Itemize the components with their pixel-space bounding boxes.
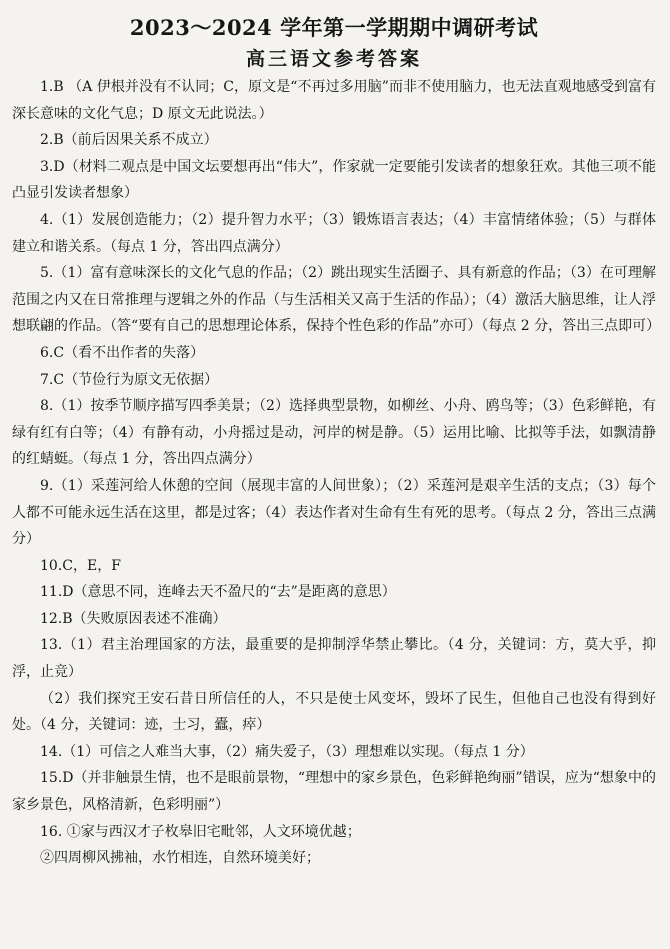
answer-paragraph: 7.C（节俭行为原文无依据）	[40, 371, 219, 388]
answer-paragraph: ②四周柳风拂袖，水竹相连，自然环境美好；	[40, 850, 320, 867]
answer-paragraph: 15.D（并非触景生情，也不是眼前景物，“理想中的家乡景色，色彩鲜艳绚丽”错误，应为“想象中的家乡景色，风格清新，色彩明丽”）	[12, 770, 656, 814]
answer-paragraph: 3.D（材料二观点是中国文坛要想再出“伟大”，作家就一定要能引发读者的想象狂欢。其他三项不能凸显引发读者想象）	[12, 158, 656, 202]
document-subtitle: 高三语文参考答案	[245, 48, 422, 70]
answer-paragraph: 11.D（意思不同，连峰去天不盈尺的“去”是距离的意思）	[40, 584, 396, 601]
answer-paragraph: 16. ①家与西汉才子枚皋旧宅毗邻，人文环境优越；	[40, 823, 361, 840]
answer-paragraph: 10.C，E，F	[40, 557, 121, 574]
answer-paragraph: 8.（1）按季节顺序描写四季美景；（2）选择典型景物，如柳丝、小舟、鸥鸟等；（3）色彩鲜艳，有绿有红有白等；（4）有静有动，小舟摇过是动，河岸的树是静。（5）运用比喻、比拟等手法，如飘清静的红蜻蜓。（每点 1 分，答出四点满分）	[12, 398, 656, 468]
answer-paragraph: 9.（1）采莲河给人休憩的空间（展现丰富的人间世象）；（2）采莲河是艰辛生活的支点；（3）每个人都不可能永远生活在这里，都是过客；（4）表达作者对生命有生有死的思考。（每点 2 分，答出三点满分）	[12, 477, 656, 548]
document-title: 2023～2024 学年第一学期期中调研考试	[129, 15, 539, 40]
answer-paragraph: 2.B（前后因果关系不成立）	[40, 132, 218, 149]
answer-paragraph: （2）我们探究王安石昔日所信任的人，不只是使士风变坏，毁坏了民生，但他自己也没有得到好处。（4 分，关键词：迹，士习，蠹，瘁）	[12, 690, 656, 734]
answer-list	[12, 74, 661, 872]
answer-paragraph: 1.B （A 伊根并没有不认同；C，原文是“不再过多用脑”而非不使用脑力，也无法直观地感受到富有深长意味的文化气息；D 原文无此说法。）	[12, 79, 656, 122]
answer-paragraph: 4.（1）发展创造能力；（2）提升智力水平；（3）锻炼语言表达；（4）丰富情绪体验；（5）与群体建立和谐关系。（每点 1 分，答出四点满分）	[12, 211, 656, 255]
answer-paragraph: 5.（1）富有意味深长的文化气息的作品；（2）跳出现实生活圈子、具有新意的作品；（3）在可理解范围之内又在日常推理与逻辑之外的作品（与生活相关又高于生活的作品）；（4）激活大脑思维，让人浮想联翩的作品。（答“要有自己的思想理论体系，保持个性色彩的作品”亦可）（每点 2 分，答出三点即可）	[12, 265, 661, 335]
answer-paragraph: 6.C（看不出作者的失落）	[40, 344, 205, 361]
answer-paragraph: 13.（1）君主治理国家的方法，最重要的是抑制浮华禁止攀比。（4 分，关键词：方，莫大乎，抑浮，止竞）	[12, 637, 656, 681]
answer-paragraph: 12.B（失败原因表述不准确）	[40, 610, 227, 627]
answer-paragraph: 14.（1）可信之人难当大事，（2）痛失爱子，（3）理想难以实现。（每点 1 分）	[40, 743, 534, 760]
